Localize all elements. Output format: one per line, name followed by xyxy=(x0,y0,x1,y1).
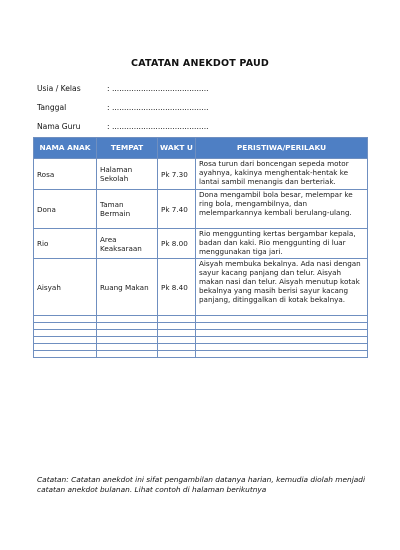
empty-cell xyxy=(34,330,97,337)
cell-waktu: Pk 7.40 xyxy=(158,190,196,229)
field-label: Usia / Kelas xyxy=(37,84,81,93)
empty-cell xyxy=(196,351,368,358)
empty-row xyxy=(34,337,368,344)
table-row xyxy=(34,190,368,229)
cell-peristiwa: Rio menggunting kertas bergambar kepala, badan dan kaki. Rio menggunting di luar menggunakan tiga jari. xyxy=(196,229,368,259)
empty-cell xyxy=(34,316,97,323)
empty-row xyxy=(34,323,368,330)
empty-cell xyxy=(34,323,97,330)
empty-cell xyxy=(97,316,158,323)
empty-row xyxy=(34,344,368,351)
cell-waktu: Pk 8.00 xyxy=(158,229,196,259)
cell-nama: Aisyah xyxy=(34,259,97,316)
table-row xyxy=(34,259,368,316)
empty-cell xyxy=(158,316,196,323)
table-header-row xyxy=(34,138,368,159)
cell-peristiwa: Rosa turun dari boncengan sepeda motor ayahnya, kakinya menghentak-hentak ke lantai sambil menangis dan berteriak. xyxy=(196,159,368,190)
cell-waktu: Pk 8.40 xyxy=(158,259,196,316)
cell-peristiwa: Dona mengambil bola besar, melempar ke ring bola, mengambilnya, dan melemparkannya kembali berulang-ulang. xyxy=(196,190,368,229)
empty-row xyxy=(34,330,368,337)
empty-cell xyxy=(34,337,97,344)
empty-cell xyxy=(196,330,368,337)
empty-cell xyxy=(97,330,158,337)
empty-cell xyxy=(158,337,196,344)
cell-tempat: Area Keaksaraan xyxy=(97,229,158,259)
field-value: : ........................................ xyxy=(107,122,209,131)
anecdote-table xyxy=(33,137,368,358)
empty-cell xyxy=(97,323,158,330)
empty-cell xyxy=(97,344,158,351)
empty-cell xyxy=(158,323,196,330)
empty-cell xyxy=(158,351,196,358)
empty-row xyxy=(34,351,368,358)
empty-cell xyxy=(196,323,368,330)
empty-cell xyxy=(34,351,97,358)
empty-cell xyxy=(196,337,368,344)
field-value: : ........................................ xyxy=(107,84,209,93)
cell-tempat: Ruang Makan xyxy=(97,259,158,316)
header-tempat: TEMPAT xyxy=(97,138,158,159)
cell-tempat: Taman Bermain xyxy=(97,190,158,229)
cell-nama: Dona xyxy=(34,190,97,229)
empty-cell xyxy=(196,344,368,351)
table-row xyxy=(34,159,368,190)
empty-cell xyxy=(158,330,196,337)
empty-cell xyxy=(34,344,97,351)
cell-nama: Rosa xyxy=(34,159,97,190)
header-peristiwa: PERISTIWA/PERILAKU xyxy=(196,138,368,159)
field-value: : ........................................ xyxy=(107,103,209,112)
empty-cell xyxy=(196,316,368,323)
table-row xyxy=(34,229,368,259)
field-label: Tanggal xyxy=(37,103,67,112)
cell-tempat: Halaman Sekolah xyxy=(97,159,158,190)
empty-row xyxy=(34,316,368,323)
field-label: Nama Guru xyxy=(37,122,81,131)
header-nama-anak: NAMA ANAK xyxy=(34,138,97,159)
empty-cell xyxy=(97,337,158,344)
cell-peristiwa: Aisyah membuka bekalnya. Ada nasi dengan sayur kacang panjang dan telur. Aisyah makan nasi dan telur. Aisyah menutup kotak bekalnya yang masih berisi sayur kacang panjang, ditinggalkan di kotak bekalnya. xyxy=(196,259,368,316)
header-waktu: WAKT U xyxy=(158,138,196,159)
footer-note: Catatan: Catatan anekdot ini sifat pengambilan datanya harian, kemudia diolah menjadi catatan anekdot bulanan. Lihat contoh di halaman berikutnya xyxy=(37,475,366,494)
cell-waktu: Pk 7.30 xyxy=(158,159,196,190)
page-title: CATATAN ANEKDOT PAUD xyxy=(131,58,269,69)
empty-cell xyxy=(158,344,196,351)
empty-cell xyxy=(97,351,158,358)
cell-nama: Rio xyxy=(34,229,97,259)
